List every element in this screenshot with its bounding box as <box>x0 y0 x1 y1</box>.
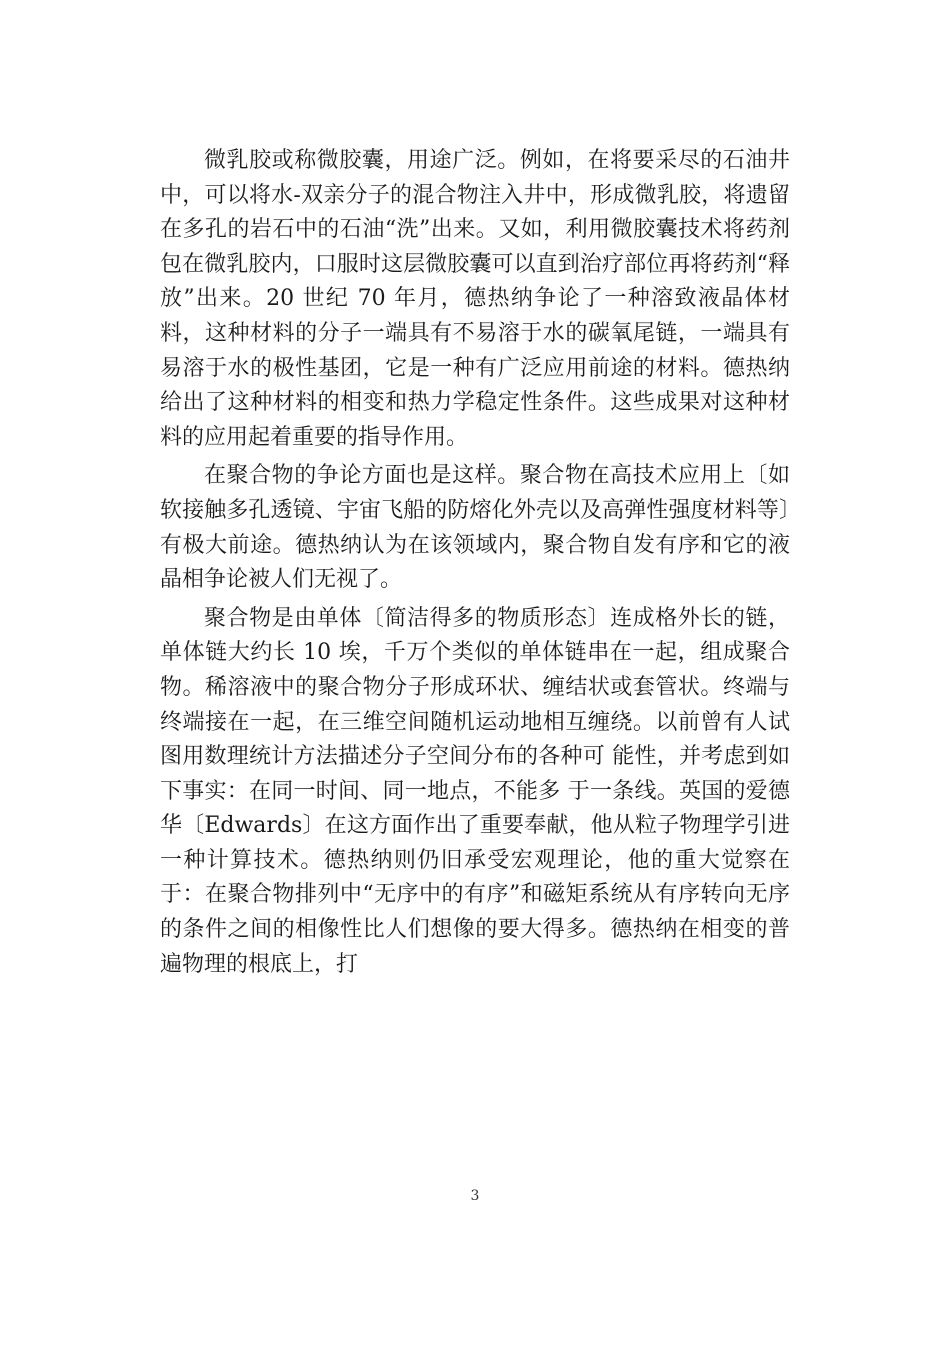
page-number: 3 <box>470 1188 480 1204</box>
paragraph-microemulsion: 微乳胶或称微胶囊，用途广泛。例如，在将要采尽的石油井中，可以将水-双亲分子的混合物注入井中，形成微乳胶，将遗留在多孔的岩石中的石油“洗”出来。又如，利用微胶囊技术将药剂包在微乳胶内，口服时这层微胶囊可以直到治疗部位再将药剂“释放”出来。20 世纪 70 年月，德热纳争论了一种溶致液晶体材料，这种材料的分子一端具有不易溶于水的碳氧尾链，一端具有易溶于水的极性基团，它是一种有广泛应用前途的材料。德热纳给出了这种材料的相变和热力学稳定性条件。这些成果对这种材料的应用起着重要的指导作用。 <box>160 148 790 450</box>
paragraph-polymer-structure: 聚合物是由单体〔简洁得多的物质形态〕连成格外长的链，单体链大约长 10 埃，千万个类似的单体链串在一起，组成聚合物。稀溶液中的聚合物分子形成环状、缠结状或套管状。终端与终端接在一起，在三维空间随机运动地相互缠绕。以前曾有人试图用数理统计方法描述分子空间分布的各种可 能性，并考虑到如下事实：在同一时间、同一地点，不能多 于一条线。英国的爱德华〔Edwards〕在这方面作出了重要奉献，他从粒子物理学引进一种计算技术。德热纳则仍旧承受宏观理论，他的重大觉察在于：在聚合物排列中“无序中的有序”和磁矩系统从有序转向无序的条件之间的相像性比人们想像的要大得多。德热纳在相变的普遍物理的根底上，打 <box>160 605 790 977</box>
paragraph-polymer-research: 在聚合物的争论方面也是这样。聚合物在高技术应用上〔如软接触多孔透镜、宇宙飞船的防熔化外壳以及高弹性强度材料等〕有极大前途。德热纳认为在该领域内，聚合物自发有序和它的液晶相争论被人们无视了。 <box>160 463 790 593</box>
document-body <box>160 144 790 986</box>
